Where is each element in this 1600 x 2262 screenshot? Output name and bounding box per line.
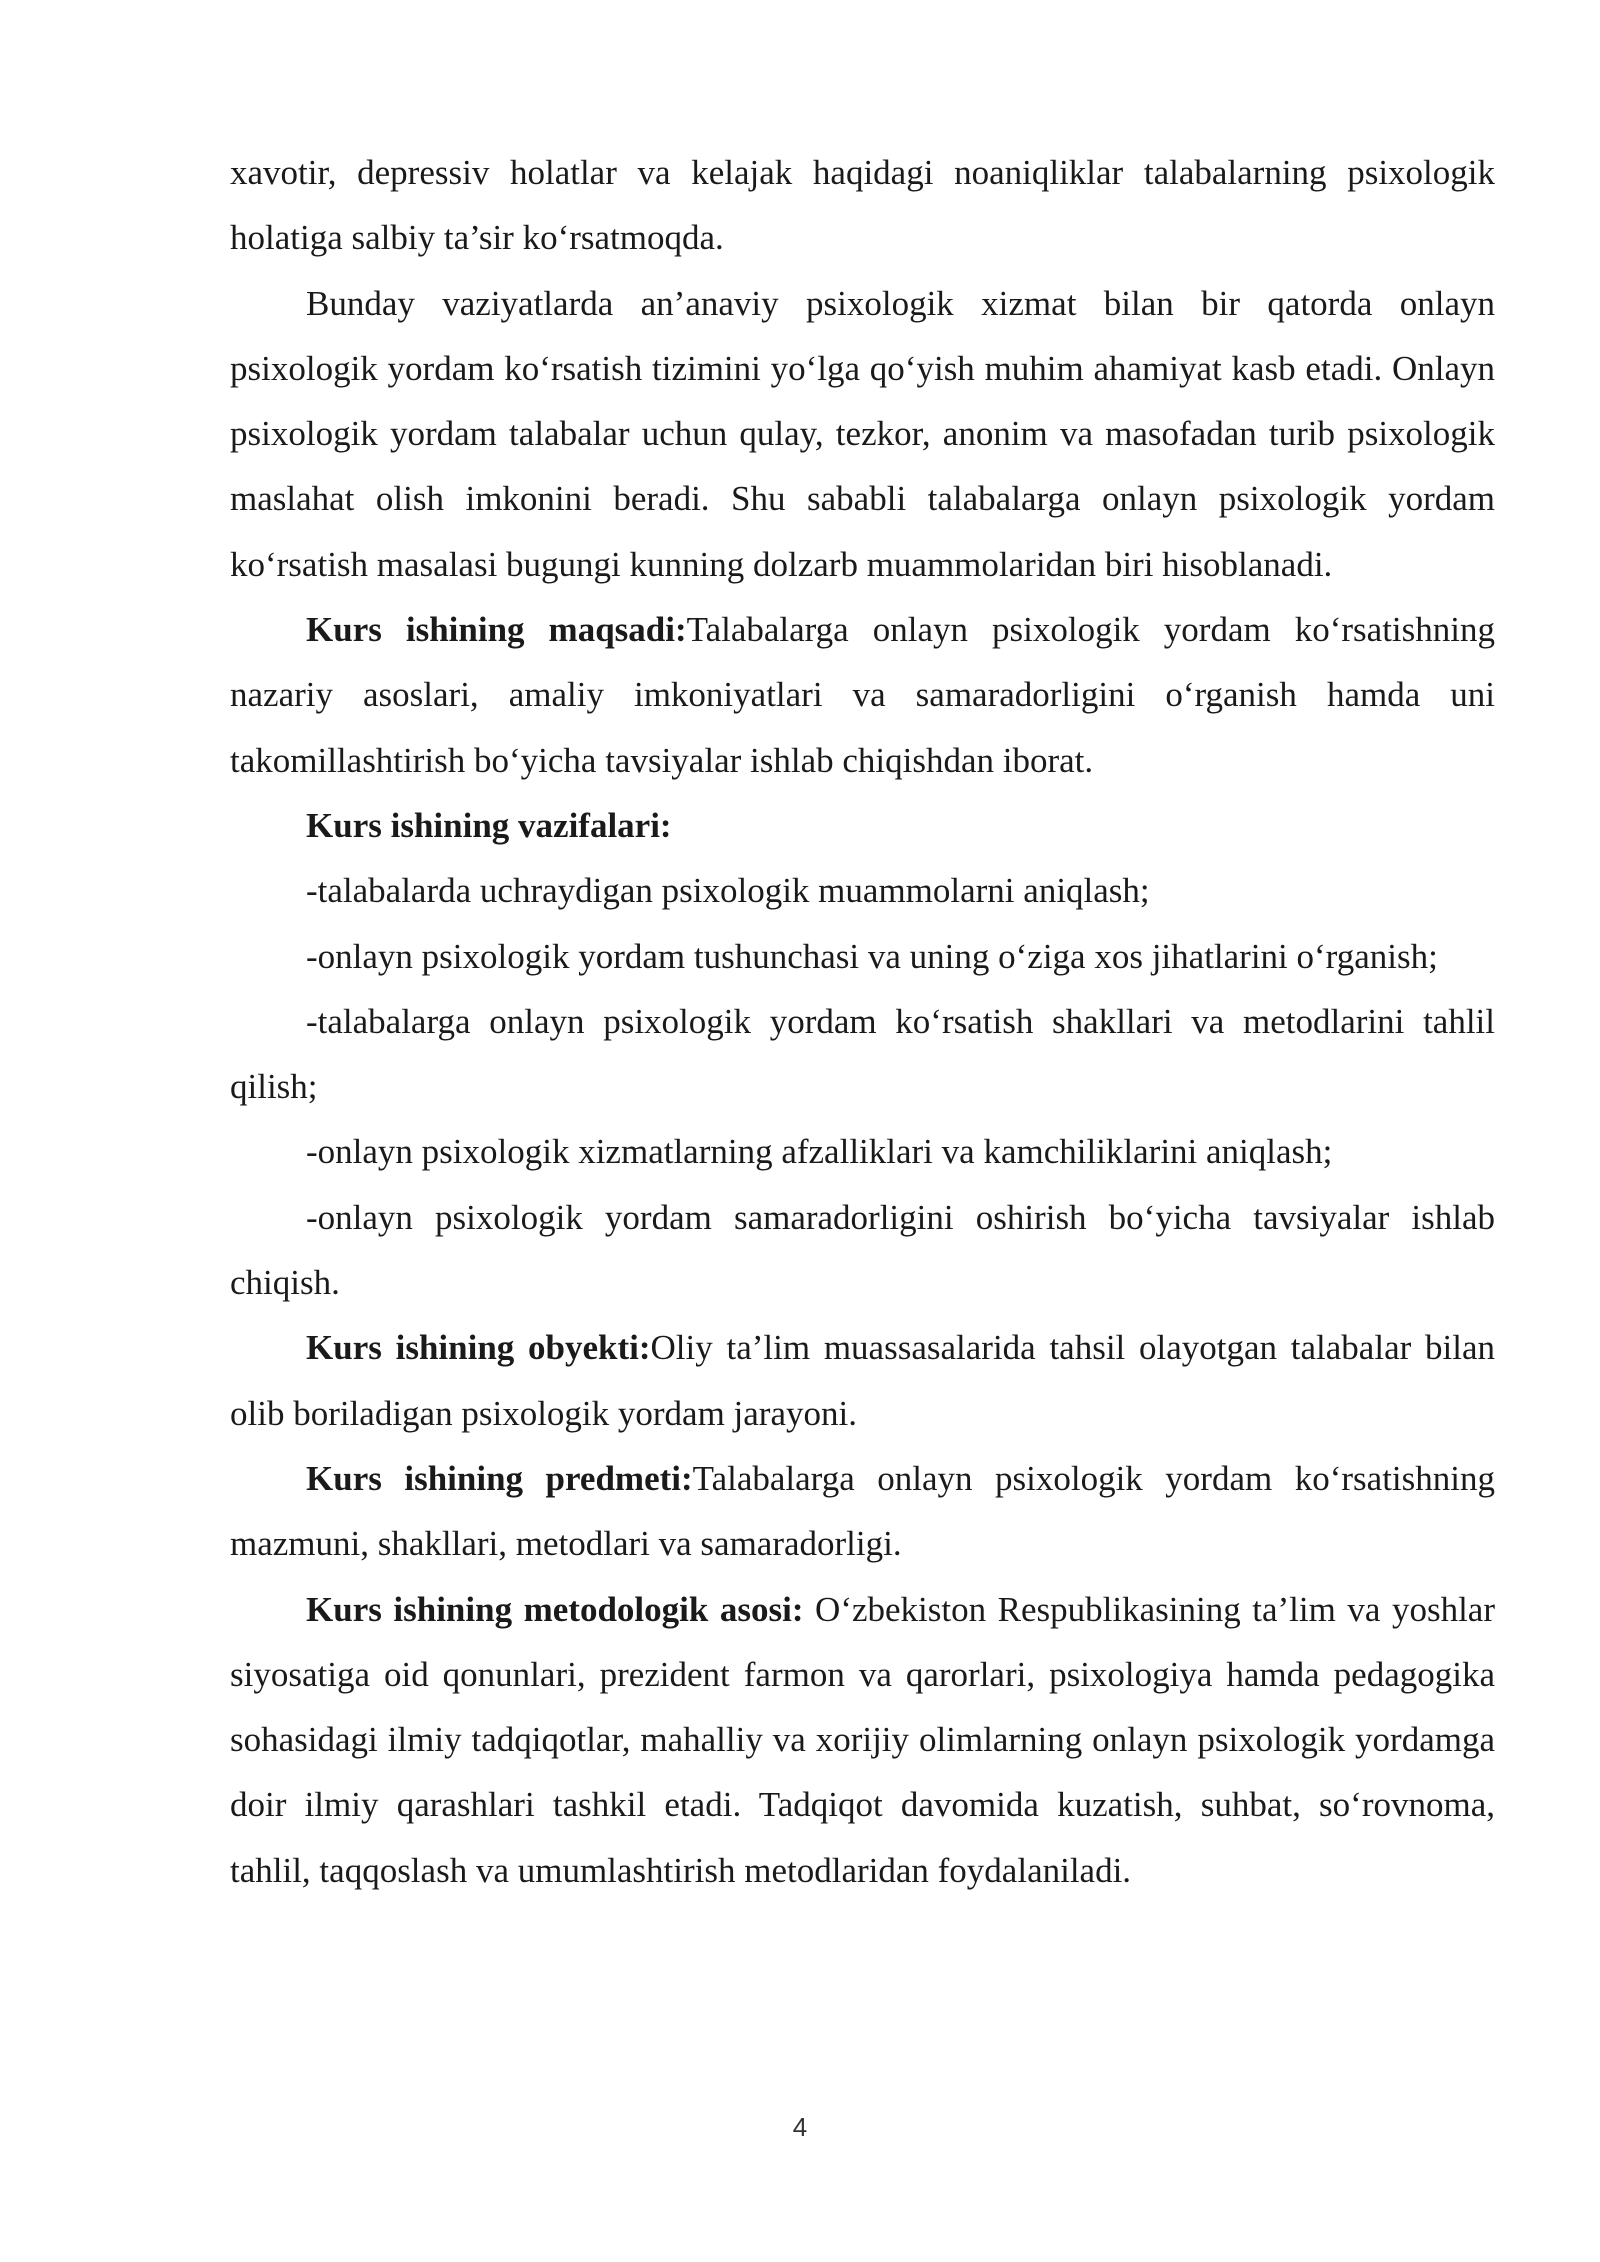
- subject-label: Kurs ishining predmeti:: [306, 1458, 693, 1498]
- tasks-label: Kurs ishining vazifalari:: [306, 805, 672, 845]
- task-text: -talabalarda uchraydigan psixologik muammolarni aniqlash;: [306, 871, 1150, 911]
- task-text: -onlayn psixologik yordam samaradorligini oshirish boʻyicha tavsiyalar ishlab chiqish.: [230, 1197, 1495, 1303]
- task-item: [230, 1119, 1495, 1184]
- goal-text: Talabalarga onlayn psixologik yordam koʻrsatishning nazariy asoslari, amaliy imkoniyatlari va samaradorligini oʻrganish hamda uni takomillashtirish boʻyicha tavsiyalar ishlab chiqishdan iborat.: [230, 610, 1495, 780]
- task-text: -onlayn psixologik xizmatlarning afzalliklari va kamchiliklarini aniqlash;: [306, 1132, 1333, 1172]
- paragraph-object: [230, 1315, 1495, 1446]
- paragraph-goal: [230, 597, 1495, 793]
- subject-text: Talabalarga onlayn psixologik yordam koʻrsatishning mazmuni, shakllari, metodlari va samaradorligi.: [230, 1458, 1495, 1564]
- task-item: [230, 924, 1495, 989]
- paragraph-text: xavotir, depressiv holatlar va kelajak haqidagi noaniqliklar talabalarning psixologik holatiga salbiy ta’sir koʻrsatmoqda.: [230, 153, 1495, 258]
- task-item: [230, 989, 1495, 1120]
- object-label: Kurs ishining obyekti:: [306, 1328, 651, 1368]
- paragraph-text: Bunday vaziyatlarda an’anaviy psixologik xizmat bilan bir qatorda onlayn psixologik yordam koʻrsatish tizimini yoʻlga qoʻyish muhim ahamiyat kasb etadi. Onlayn psixologik yordam talabalar uchun qulay, tezkor, anonim va masofadan turib psixologik maslahat olish imkonini beradi. Shu sababli talabalarga onlayn psixologik yordam koʻrsatish masalasi bugungi kunning dolzarb muammolaridan biri hisoblanadi.: [230, 283, 1495, 584]
- task-text: -onlayn psixologik yordam tushunchasi va uning oʻziga xos jihatlarini oʻrganish;: [306, 936, 1438, 976]
- methodology-text: Oʻzbekiston Respublikasining ta’lim va yoshlar siyosatiga oid qonunlari, prezident farmon va qarorlari, psixologiya hamda pedagogika sohasidagi ilmiy tadqiqotlar, mahalliy va xorijiy olimlarning onlayn psixologik yordamga doir ilmiy qarashlari tashkil etadi. Tadqiqot davomida kuzatish, suhbat, soʻrovnoma, tahlil, taqqoslash va umumlashtirish metodlaridan foydalaniladi.: [230, 1589, 1495, 1890]
- methodology-label: Kurs ishining metodologik asosi:: [306, 1589, 804, 1629]
- goal-label: Kurs ishining maqsadi:: [306, 610, 687, 650]
- task-text: -talabalarga onlayn psixologik yordam koʻrsatish shakllari va metodlarini tahlil qilish;: [230, 1001, 1495, 1107]
- task-item: [230, 858, 1495, 923]
- paragraph-methodology: [230, 1577, 1495, 1903]
- document-body: [230, 140, 1495, 1903]
- page-number: 4: [792, 2112, 808, 2142]
- task-item: [230, 1185, 1495, 1316]
- object-text: Oliy ta’lim muassasalarida tahsil olayotgan talabalar bilan olib boriladigan psixologik yordam jarayoni.: [230, 1328, 1495, 1433]
- paragraph-online-support: [230, 271, 1495, 597]
- paragraph-continuation: [230, 140, 1495, 271]
- paragraph-tasks-heading: [230, 793, 1495, 858]
- paragraph-subject: [230, 1446, 1495, 1577]
